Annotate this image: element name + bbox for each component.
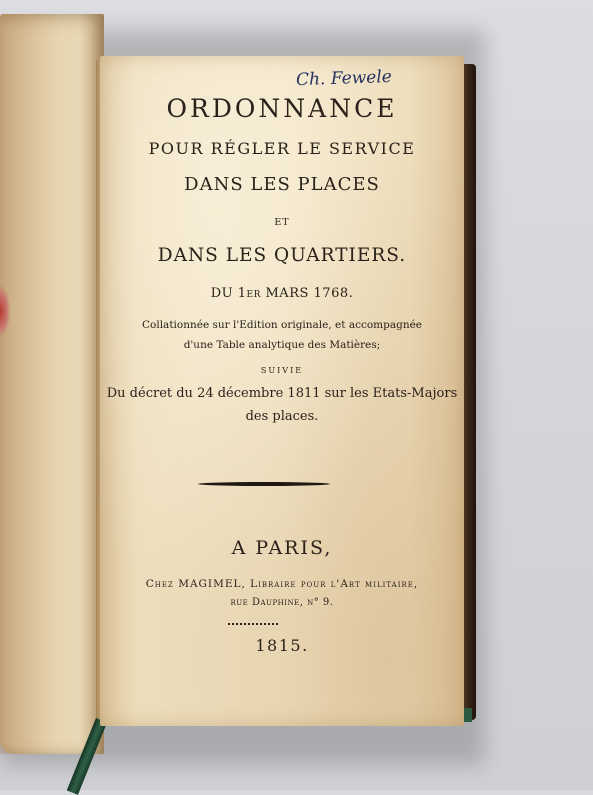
ornamental-divider: [228, 619, 278, 625]
finger-edge: [0, 286, 10, 336]
left-endpaper: [0, 14, 104, 754]
city-line: A PARIS,: [231, 537, 333, 559]
subtitle-line: DANS LES PLACES: [184, 174, 380, 195]
decree-line: Du décret du 24 décembre 1811 sur les Etats-Majors: [106, 386, 458, 401]
subtitle-line: DANS LES QUARTIERS.: [157, 245, 407, 266]
decree-line: des places.: [245, 409, 319, 424]
suivie-label: SUIVIE: [260, 366, 304, 375]
subtitle-line: POUR RÉGLER LE SERVICE: [148, 139, 416, 158]
book-title: ORDONNANCE: [166, 94, 398, 123]
address-line: rue Dauphine, n° 9.: [230, 597, 334, 608]
description-line: Collationnée sur l'Edition originale, et accompagnée: [141, 319, 423, 331]
date-line: DU 1er MARS 1768.: [210, 286, 354, 301]
year-line: 1815.: [255, 636, 309, 655]
ornamental-rule: [198, 482, 330, 486]
subtitle-line: ET: [274, 217, 290, 228]
handwritten-signature: Ch. Fewele: [295, 66, 393, 91]
title-page: [100, 56, 464, 726]
publisher-line: Chez MAGIMEL, Libraire pour l'Art militaire,: [145, 578, 419, 590]
description-line: d'une Table analytique des Matières;: [183, 339, 381, 351]
